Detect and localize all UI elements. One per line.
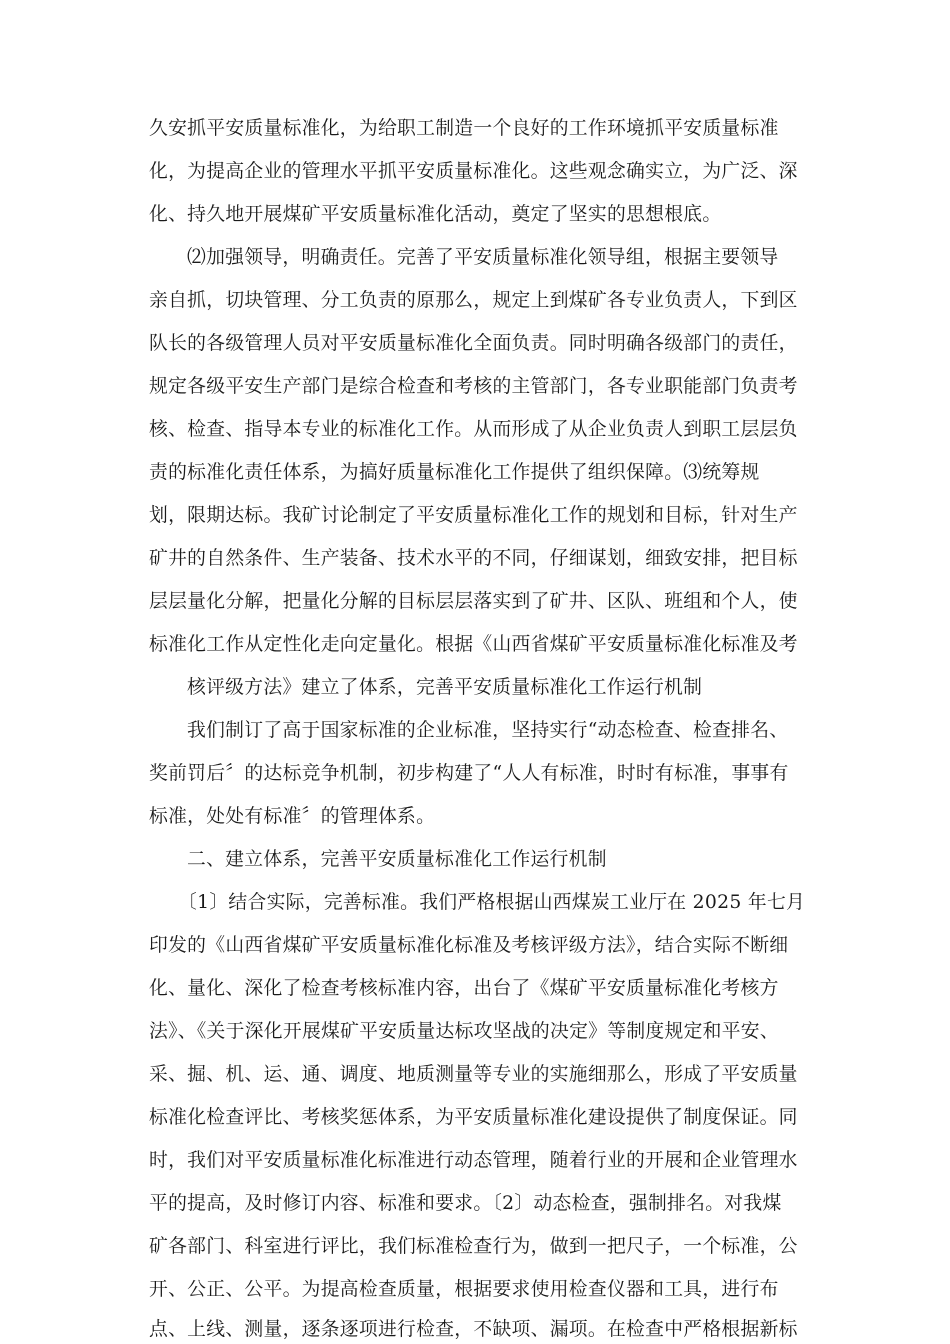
text-line: 化，为提高企业的管理水平抓平安质量标准化。这些观念确实立，为广泛、深 [149,161,798,182]
text-line: 划，限期达标。我矿讨论制定了平安质量标准化工作的规划和目标，针对生产 [149,505,798,526]
text-line: ⑵加强领导，明确责任。完善了平安质量标准化领导组，根据主要领导 [187,247,779,268]
text-line: 规定各级平安生产部门是综合检查和考核的主管部门，各专业职能部门负责考 [149,376,798,397]
text-line: 印发的《山西省煤矿平安质量标准化标准及考核评级方法》，结合实际不断细 [149,935,789,956]
text-line: 时，我们对平安质量标准化标准进行动态管理，随着行业的开展和企业管理水 [149,1150,798,1171]
section-heading: 二、建立体系，完善平安质量标准化工作运行机制 [187,849,607,870]
text-line: 点、上线、测量，逐条逐项进行检查，不缺项、漏项。在检查中严格根据新标 [149,1319,798,1340]
text-line: 责的标准化责任体系，为搞好质量标准化工作提供了组织保障。⑶统筹规 [149,462,760,483]
text-line: 〔1〕结合实际，完善标准。我们严格根据山西煤炭工业厅在 2025 年七月 [178,892,806,913]
text-line: 队长的各级管理人员对平安质量标准化全面负责。同时明确各级部门的责任， [149,333,798,354]
text-line: 标准化检查评比、考核奖惩体系，为平安质量标准化建设提供了制度保证。同 [149,1107,798,1128]
text-line: 核评级方法》建立了体系，完善平安质量标准化工作运行机制 [187,677,703,698]
text-line: 矿井的自然条件、生产装备、技术水平的不同，仔细谋划，细致安排，把目标 [149,548,798,569]
text-line: 亲自抓，切块管理、分工负责的原那么，规定上到煤矿各专业负责人，下到区 [149,290,798,311]
text-line: 开、公正、公平。为提高检查质量，根据要求使用检查仪器和工具，进行布 [149,1279,779,1300]
text-line: 久安抓平安质量标准化，为给职工制造一个良好的工作环境抓平安质量标准 [149,118,779,139]
text-line: 层层量化分解，把量化分解的目标层层落实到了矿井、区队、班组和个人，使 [149,591,798,612]
text-line: 核、检查、指导本专业的标准化工作。从而形成了从企业负责人到职工层层负 [149,419,798,440]
text-line: 奖前罚后〞的达标竞争机制，初步构建了“人人有标准，时时有标准，事事有 [149,763,789,784]
text-line: 标准，处处有标准〞的管理体系。 [149,806,436,827]
text-line: 采、掘、机、运、通、调度、地质测量等专业的实施细那么，形成了平安质量 [149,1064,798,1085]
text-line: 平的提高，及时修订内容、标准和要求。〔2〕动态检查，强制排名。对我煤 [149,1193,782,1214]
text-line: 化、持久地开展煤矿平安质量标准化活动，奠定了坚实的思想根底。 [149,204,722,225]
text-line: 我们制订了高于国家标准的企业标准，坚持实行“动态检查、检查排名、 [187,720,789,741]
text-line: 法》、《关于深化开展煤矿平安质量达标攻坚战的决定》等制度规定和平安、 [149,1021,779,1042]
text-line: 矿各部门、科室进行评比，我们标准检查行为，做到一把尺子，一个标准，公 [149,1236,798,1257]
text-line: 标准化工作从定性化走向定量化。根据《山西省煤矿平安质量标准化标准及考 [149,634,798,655]
text-line: 化、量化、深化了检查考核标准内容，出台了《煤矿平安质量标准化考核方 [149,978,779,999]
